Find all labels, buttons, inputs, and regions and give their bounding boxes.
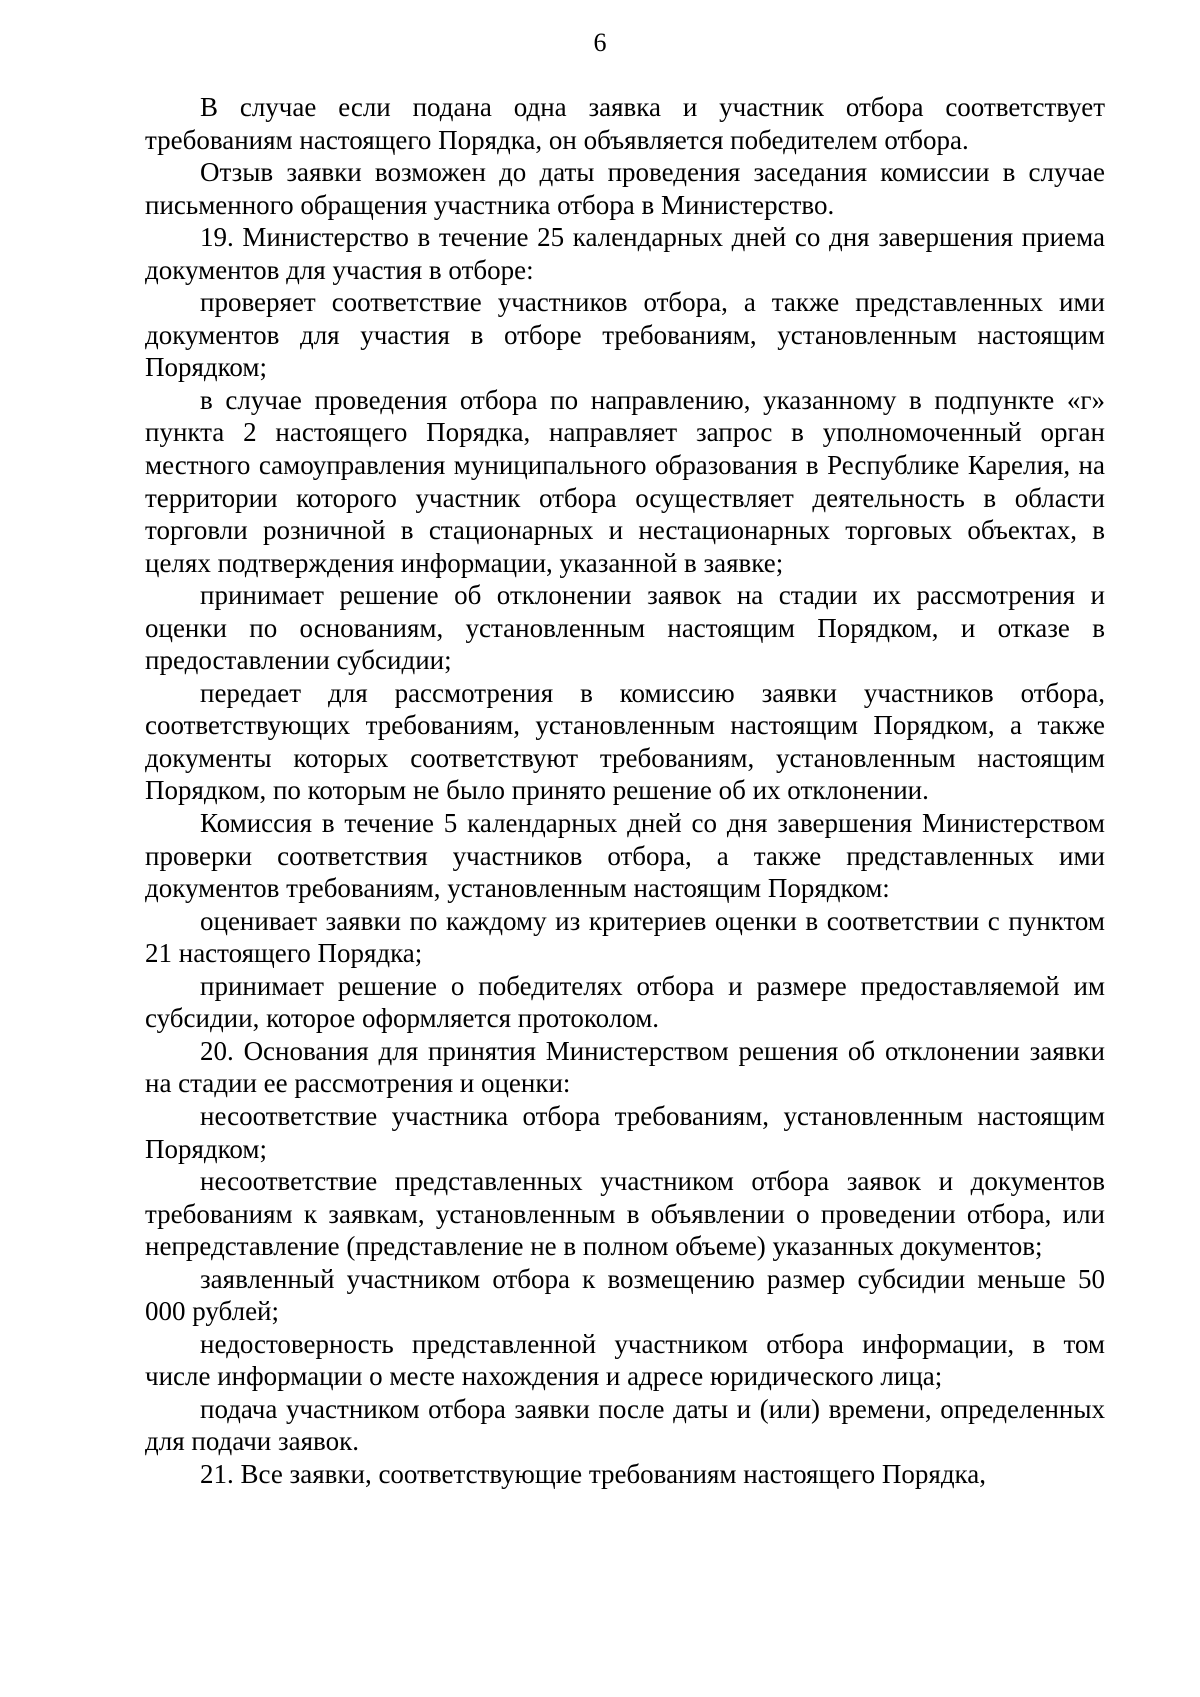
paragraph: Комиссия в течение 5 календарных дней со дня завершения Министерством проверки соответствия участников отбора, а также представленных ими документов требованиям, установленным настоящим Порядком:	[145, 808, 1105, 904]
paragraph: Отзыв заявки возможен до даты проведения заседания комиссии в случае письменного обращения участника отбора в Министерство.	[145, 157, 1105, 220]
paragraph: подача участником отбора заявки после даты и (или) времени, определенных для подачи заявок.	[145, 1393, 1105, 1457]
paragraph: несоответствие представленных участником отбора заявок и документов требованиям к заявкам, установленным в объявлении о проведении отбора, или непредставление (представление не в полном объеме) указанных документов;	[145, 1166, 1105, 1262]
paragraph: заявленный участником отбора к возмещению размер субсидии меньше 50 000 рублей;	[145, 1263, 1105, 1327]
paragraph: принимает решение об отклонении заявок на стадии их рассмотрения и оценки по основаниям, установленным настоящим Порядком, и отказе в предоставлении субсидии;	[145, 580, 1105, 676]
paragraph: 20. Основания для принятия Министерством решения об отклонении заявки на стадии ее рассмотрения и оценки:	[145, 1035, 1105, 1099]
paragraph: 19. Министерство в течение 25 календарных дней со дня завершения приема документов для участия в отборе:	[145, 222, 1105, 285]
page-number: 6	[593, 28, 607, 57]
paragraph: оценивает заявки по каждому из критериев оценки в соответствии с пунктом 21 настоящего Порядка;	[145, 905, 1105, 969]
paragraph: 21. Все заявки, соответствующие требованиям настоящего Порядка,	[200, 1458, 986, 1489]
paragraph: передает для рассмотрения в комиссию заявки участников отбора, соответствующих требованиям, установленным настоящим Порядком, а также документы которых соответствуют требованиям, установленным настоящим Порядком, по которым не было принято решение об их отклонении.	[145, 677, 1105, 806]
paragraph: недостоверность представленной участником отбора информации, в том числе информации о месте нахождения и адресе юридического лица;	[145, 1328, 1105, 1392]
paragraph: несоответствие участника отбора требованиям, установленным настоящим Порядком;	[145, 1100, 1105, 1164]
paragraph: в случае проведения отбора по направлению, указанному в подпункте «г» пункта 2 настоящего Порядка, направляет запрос в уполномоченный орган местного самоуправления муниципального образования в Республике Карелия, на территории которого участник отбора осуществляет деятельность в области торговли розничной в стационарных и нестационарных торговых объектах, в целях подтверждения информации, указанной в заявке;	[145, 384, 1105, 578]
paragraph: принимает решение о победителях отбора и размере предоставляемой им субсидии, которое оформляется протоколом.	[145, 970, 1105, 1034]
paragraph: проверяет соответствие участников отбора, а также представленных ими документов для участия в отборе требованиям, установленным настоящим Порядком;	[145, 287, 1105, 383]
document-body	[145, 91, 1105, 1491]
paragraph: В случае если подана одна заявка и участник отбора соответствует требованиям настоящего Порядка, он объявляется победителем отбора.	[145, 92, 1105, 155]
